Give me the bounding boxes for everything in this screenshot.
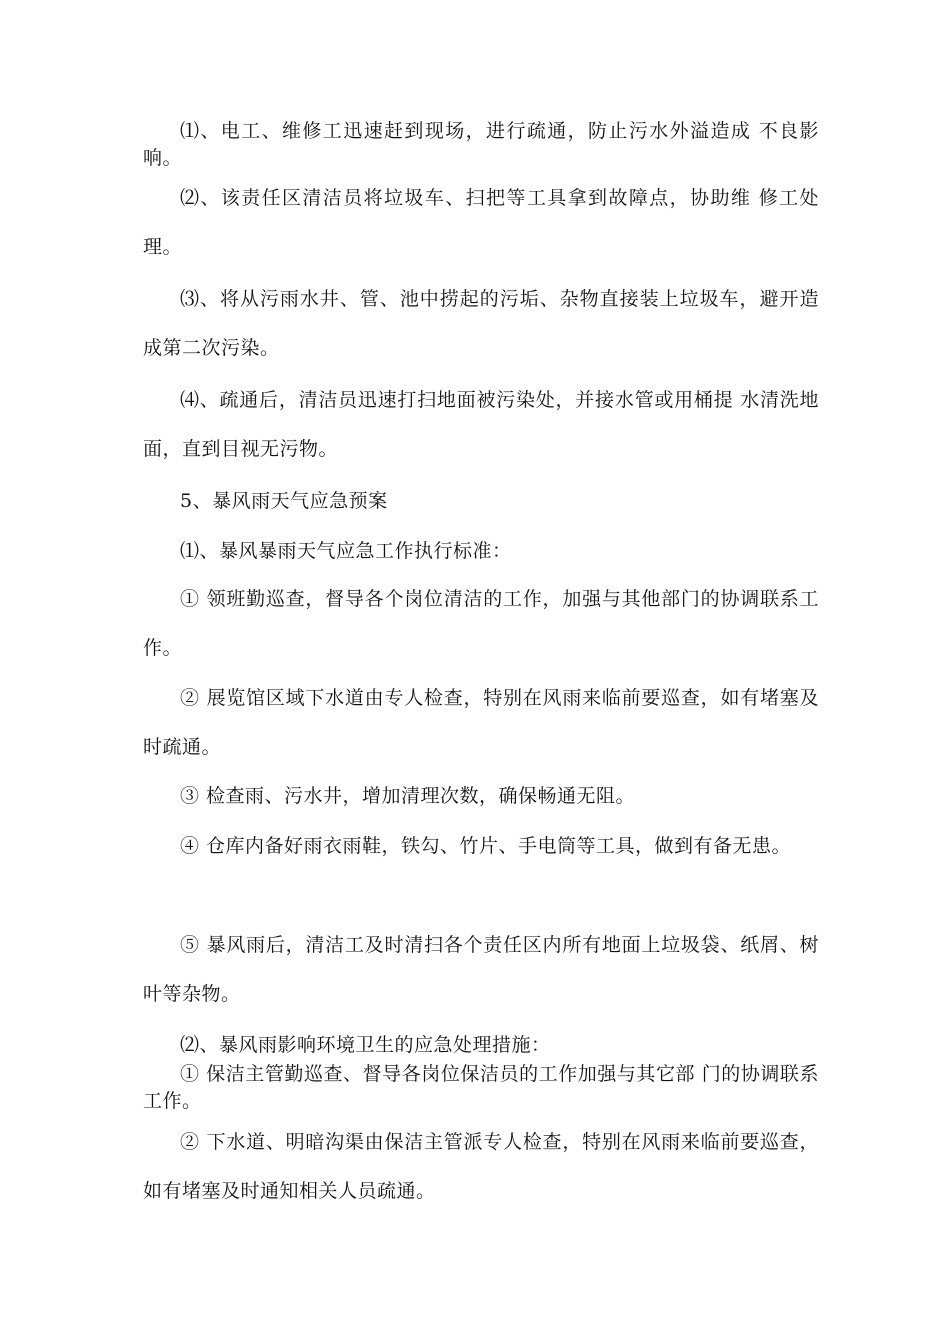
list-item-7: ② 下水道、明暗沟渠由保洁主管派专人检查，特别在风雨来临前要巡查，如有堵塞及时通知相关人员疏通。 xyxy=(143,1131,819,1202)
paragraph-4: ⑷、疏通后，清洁员迅速打扫地面被污染处，并接水管或用桶提 水清洗地面，直到目视无污物。 xyxy=(143,389,819,460)
list-item-6: ① 保洁主管勤巡查、督导各岗位保洁员的工作加强与其它部 门的协调联系工作。 xyxy=(143,1063,819,1112)
list-item-1: ① 领班勤巡查，督导各个岗位清洁的工作，加强与其他部门的协调联系工作。 xyxy=(143,588,819,659)
subsection-heading-2: ⑵、暴风雨影响环境卫生的应急处理措施： xyxy=(180,1034,551,1056)
list-item-2: ② 展览馆区域下水道由专人检查，特别在风雨来临前要巡查，如有堵塞及时疏通。 xyxy=(143,687,819,758)
list-item-5: ⑤ 暴风雨后，清洁工及时清扫各个责任区内所有地面上垃圾袋、纸屑、树叶等杂物。 xyxy=(143,934,819,1005)
paragraph-3: ⑶、将从污雨水井、管、池中捞起的污垢、杂物直接装上垃圾车，避开造成第二次污染。 xyxy=(143,288,819,359)
list-item-4: ④ 仓库内备好雨衣雨鞋，铁勾、竹片、手电筒等工具，做到有备无患。 xyxy=(180,835,792,857)
paragraph-1: ⑴、电工、维修工迅速赶到现场，进行疏通，防止污水外溢造成 不良影响。 xyxy=(143,120,819,169)
paragraph-2: ⑵、该责任区清洁员将垃圾车、扫把等工具拿到故障点，协助维 修工处理。 xyxy=(143,187,819,258)
subsection-heading-1: ⑴、暴风暴雨天气应急工作执行标准： xyxy=(180,540,512,562)
list-item-3: ③ 检查雨、污水井，增加清理次数，确保畅通无阻。 xyxy=(180,785,636,807)
section-heading: 5、暴风雨天气应急预案 xyxy=(180,490,388,512)
